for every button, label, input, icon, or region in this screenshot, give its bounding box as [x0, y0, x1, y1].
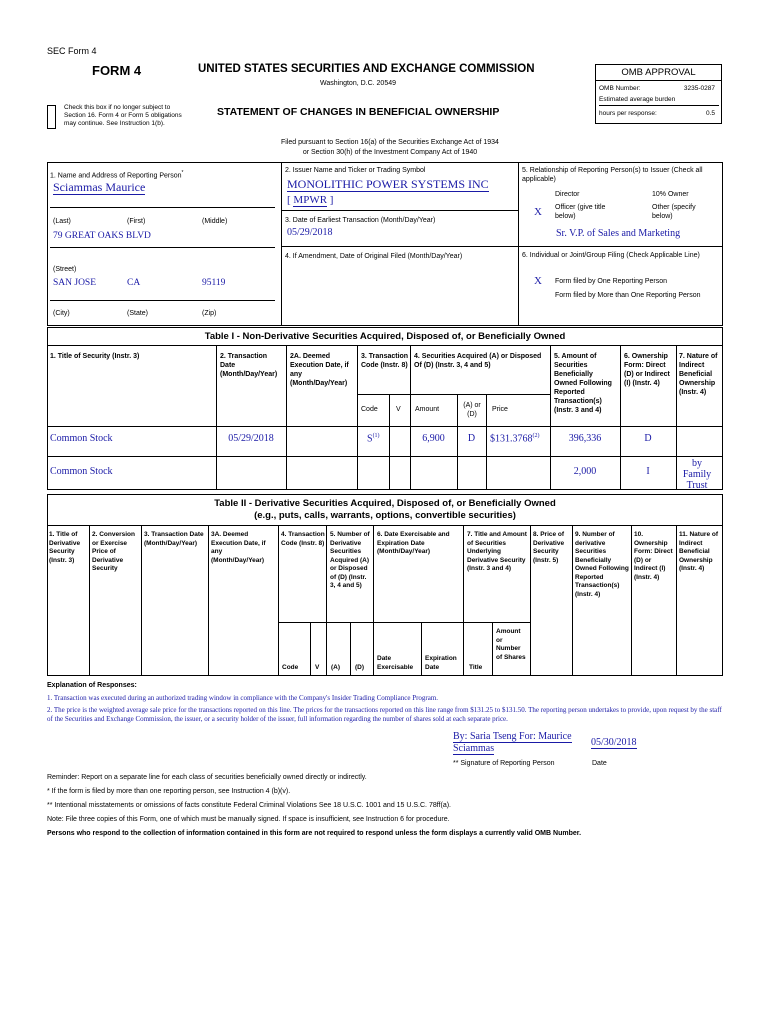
earliest-date-label: 3. Date of Earliest Transaction (Month/Day/Year) — [285, 217, 436, 224]
other-option[interactable]: Other (specify below) — [652, 204, 696, 220]
t1-v-header: V — [396, 406, 401, 413]
reporting-person-name[interactable]: Sciammas Maurice — [53, 180, 146, 194]
filing-one-person[interactable]: Form filed by One Reporting Person — [555, 278, 668, 285]
t1-price-header: Price — [492, 406, 508, 413]
t1-r1-aord: D — [467, 433, 476, 444]
footer-star: * If the form is filed by more than one reporting person, see Instruction 4 (b)(v). — [47, 788, 291, 795]
t2-exp-header: Expiration Date — [425, 655, 457, 671]
t1-h2a: 2A. Deemed Execution Date, if any (Month/Day/Year) — [290, 353, 349, 387]
t2-date-ex-header: Date Exercisable — [377, 655, 414, 671]
t2-code-header: Code — [282, 664, 299, 671]
state-value: CA — [127, 278, 141, 288]
filing-label: 6. Individual or Joint/Group Filing (Check Applicable Line) — [522, 252, 700, 259]
t2-h4: 4. Transaction Code (Instr. 8) — [281, 531, 325, 547]
t2-h2: 2. Conversion or Exercise Price of Derivative Security — [92, 531, 135, 572]
t2-h3a: 3A. Deemed Execution Date, if any (Month/Day/Year) — [211, 531, 266, 564]
t1-h1: 1. Title of Security (Instr. 3) — [50, 353, 140, 360]
street-label: (Street) — [53, 266, 77, 273]
issuer-label: 2. Issuer Name and Ticker or Trading Symbol — [285, 167, 426, 174]
last-label: (Last) — [53, 218, 71, 225]
form-number: FORM 4 — [92, 63, 142, 78]
filed-pursuant: Filed pursuant to Section 16(a) of the Securities Exchange Act of 1934 or Section 30(h) of the Investment Company Act of 1940 — [281, 139, 499, 156]
officer-title: Sr. V.P. of Sales and Marketing — [556, 228, 681, 239]
t1-h3: 3. Transaction Code (Instr. 8) — [361, 353, 409, 369]
t1-h7: 7. Nature of Indirect Beneficial Ownership (Instr. 4) — [679, 353, 718, 396]
footer-note: Note: File three copies of this Form, one of which must be manually signed. If space is insufficient, see Instruction 6 for procedure. — [47, 816, 450, 823]
t1-r2-owned: 2,000 — [573, 466, 597, 477]
omb-number: 3235-0287 — [683, 85, 715, 92]
t1-r1-amount: 6,900 — [422, 433, 445, 444]
signature-label: ** Signature of Reporting Person — [453, 760, 555, 767]
sec-form-label: SEC Form 4 — [47, 46, 97, 56]
t2-h3: 3. Transaction Date (Month/Day/Year) — [144, 531, 204, 547]
omb-hours: 0.5 — [705, 110, 715, 117]
street-value: 79 GREAT OAKS BLVD — [53, 231, 151, 241]
t2-h5: 5. Number of Derivative Securities Acquired (A) or Disposed of (D) (Instr. 3, 4 and 5) — [330, 531, 370, 589]
amendment-label: 4. If Amendment, Date of Original Filed (Month/Day/Year) — [285, 253, 463, 260]
state-label: (State) — [127, 310, 149, 317]
explanation-note-2: 2. The price is the weighted average sale price for the transactions reported on this line. The prices for the transactions reported on this line range from $131.25 to $131.50. The reporting person undertakes to provide, upon request by the staff of the Securities and Exchange Commission, the issuer, or a security holder of the issuer, full information regarding the number of shares sold at each separate price. — [47, 706, 722, 723]
officer-mark: X — [534, 206, 542, 218]
date-label: Date — [592, 760, 607, 767]
reporting-person-label: 1. Name and Address of Reporting Person* — [50, 170, 184, 180]
filing-more-persons[interactable]: Form filed by More than One Reporting Person — [555, 292, 701, 299]
checkbox-text: Check this box if no longer subject to Section 16. Form 4 or Form 5 obligations may continue. See Instruction 1(b). — [64, 104, 182, 127]
issuer-name[interactable]: MONOLITHIC POWER SYSTEMS INC — [287, 177, 489, 191]
footer-persons: Persons who respond to the collection of information contained in this form are not required to respond unless the form displays a currently valid OMB Number. — [47, 830, 582, 837]
t1-r1-date: 05/29/2018 — [228, 433, 274, 444]
issuer-ticker: [ MPWR ] — [287, 194, 334, 206]
table-2-title: Table II - Derivative Securities Acquired, Disposed of, or Beneficially Owned (e.g., puts, calls, warrants, options, convertible securities) — [214, 498, 556, 521]
t1-r1-code: $S^{(1)}$ — [367, 433, 380, 445]
footer-reminder: Reminder: Report on a separate line for each class of securities beneficially owned directly or indirectly. — [47, 774, 367, 781]
t1-amount-header: Amount — [415, 406, 440, 413]
t2-d-header: (D) — [355, 664, 365, 671]
t2-title-header: Title — [469, 664, 483, 671]
t2-h9: 9. Number of derivative Securities Beneficially Owned Following Reported Transaction(s) (Instr. 4) — [575, 531, 629, 598]
filing-mark: X — [534, 275, 542, 287]
omb-burden-label: Estimated average burden — [599, 96, 719, 106]
explanation-label: Explanation of Responses: — [47, 682, 137, 689]
t2-a-header: (A) — [331, 664, 341, 671]
director-option[interactable]: Director — [555, 191, 580, 198]
earliest-date-value: 05/29/2018 — [287, 227, 333, 238]
t1-r1-title: Common Stock — [50, 433, 113, 444]
t2-v-header: V — [315, 664, 320, 671]
t2-h10: 10. Ownership Form: Direct (D) or Indirect (I) (Instr. 4) — [634, 531, 673, 581]
commission-location: Washington, D.C. 20549 — [320, 80, 397, 87]
no-longer-subject-checkbox[interactable] — [47, 105, 56, 129]
signature-date-value: 05/30/2018 — [591, 737, 637, 748]
statement-title: STATEMENT OF CHANGES IN BENEFICIAL OWNERSHIP — [217, 106, 500, 118]
t1-r2-nature: by Family Trust — [682, 458, 712, 491]
t1-r2-title: Common Stock — [50, 466, 113, 477]
commission-title: UNITED STATES SECURITIES AND EXCHANGE COMMISSION — [198, 63, 535, 75]
signature-value: By: Saria Tseng For: Maurice Sciammas — [453, 731, 572, 754]
omb-hours-label: hours per response: — [599, 110, 657, 117]
t1-h2: 2. Transaction Date (Month/Day/Year) — [220, 353, 278, 378]
t2-h8: 8. Price of Derivative Security (Instr. 5) — [533, 531, 565, 564]
zip-value: 95119 — [202, 278, 226, 288]
t1-r2-form: I — [646, 466, 650, 477]
first-label: (First) — [127, 218, 146, 225]
t1-code-header: Code — [361, 406, 378, 413]
t2-amount-header: Amount or Number of Shares — [496, 628, 526, 661]
t2-h1: 1. Title of Derivative Security (Instr. 3) — [49, 531, 81, 564]
t1-r1-owned: 396,336 — [568, 433, 602, 444]
explanation-note-1: 1. Transaction was executed during an authorized trading window in compliance with the Company's Insider Trading Compliance Program. — [47, 694, 439, 702]
middle-label: (Middle) — [202, 218, 228, 225]
city-label: (City) — [53, 310, 70, 317]
officer-option[interactable]: Officer (give title below) — [555, 204, 606, 220]
t1-h6: 6. Ownership Form: Direct (D) or Indirect (I) (Instr. 4) — [624, 353, 670, 387]
omb-approval-box — [595, 64, 722, 124]
t2-h6: 6. Date Exercisable and Expiration Date (Month/Day/Year) — [377, 531, 450, 555]
relationship-label: 5. Relationship of Reporting Person(s) to Issuer (Check all applicable) — [522, 167, 703, 183]
ten-pct-owner-option[interactable]: 10% Owner — [652, 191, 689, 198]
t1-aord-header: (A) or (D) — [463, 402, 481, 418]
table-1-title: Table I - Non-Derivative Securities Acquired, Disposed of, or Beneficially Owned — [204, 331, 566, 342]
t1-h5: 5. Amount of Securities Beneficially Owned Following Reported Transaction(s) (Instr. 3 and 4) — [554, 353, 612, 414]
city-value: SAN JOSE — [53, 278, 97, 288]
t2-h7: 7. Title and Amount of Securities Underlying Derivative Security (Instr. 3 and 4) — [467, 531, 527, 572]
t2-h11: 11. Nature of Indirect Beneficial Ownership (Instr. 4) — [679, 531, 719, 572]
omb-number-label: OMB Number: — [599, 85, 641, 92]
zip-label: (Zip) — [202, 310, 217, 317]
footer-double-star: ** Intentional misstatements or omissions of facts constitute Federal Criminal Violations See 18 U.S.C. 1001 and 15 U.S.C. 78ff(a). — [47, 802, 451, 809]
t1-r1-form: D — [644, 433, 652, 444]
t1-h4: 4. Securities Acquired (A) or Disposed Of (D) (Instr. 3, 4 and 5) — [414, 353, 542, 369]
t1-r1-price: $131.3768$^{(2)}$ — [490, 433, 540, 445]
omb-title: OMB APPROVAL — [596, 65, 721, 81]
